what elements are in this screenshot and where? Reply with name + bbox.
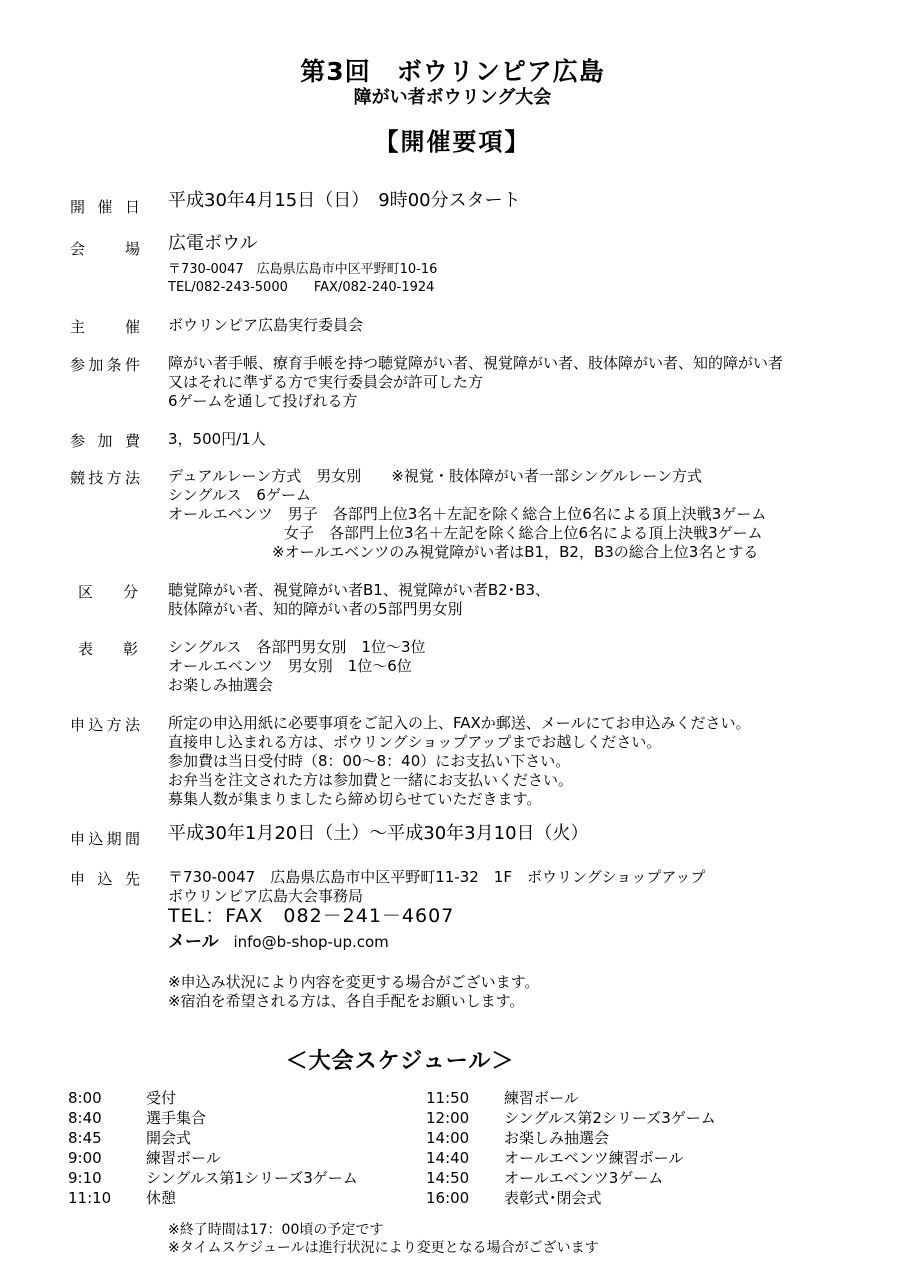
page-subtitle: 障がい者ボウリング大会 — [353, 87, 552, 108]
apply-period-label: 申込期間 — [70, 830, 140, 848]
schedule-row: 8:45 開会式 — [68, 1129, 192, 1147]
schedule-row: 8:40 選手集合 — [68, 1109, 207, 1127]
apply-to-tel: TEL：FAX 082－241－4607 — [168, 905, 455, 927]
date-value: 平成30年4月15日（日） 9時00分スタート — [168, 190, 521, 211]
apply-to-address: 〒730-0047 広島県広島市中区平野町11-32 1F ボウリングショップアップ — [168, 868, 706, 886]
conditions-line: 又はそれに準ずる方で実行委員会が許可した方 — [168, 373, 484, 391]
schedule-row: 16:00 表彰式･閉会式 — [426, 1189, 602, 1207]
venue-label: 会場 — [70, 240, 140, 258]
method-label: 競技方法 — [70, 469, 140, 487]
apply-to-mail-row — [168, 933, 389, 951]
schedule-note: ※終了時間は17：00頃の予定です — [168, 1222, 384, 1238]
division-line: 聴覚障がい者、視覚障がい者B1、視覚障がい者B2･B3、 — [168, 581, 551, 599]
schedule-row: 14:00 お楽しみ抽選会 — [426, 1129, 610, 1147]
awards-line: シングルス 各部門男女別 1位～3位 — [168, 638, 426, 656]
conditions-line: 障がい者手帳、療育手帳を持つ聴覚障がい者、視覚障がい者、肢体障がい者、知的障がい者 — [168, 354, 784, 372]
venue-address: 〒730-0047 広島県広島市中区平野町10-16 — [168, 262, 438, 277]
note: ※申込み状況により内容を変更する場合がございます。 — [168, 973, 540, 991]
awards-line: オールエベンツ 男女別 1位～6位 — [168, 657, 412, 675]
schedule-row: 14:40 オールエベンツ練習ボール — [426, 1149, 684, 1167]
schedule-row: 11:10 休憩 — [68, 1189, 177, 1207]
organizer-value: ボウリンピア広島実行委員会 — [168, 316, 364, 334]
method-line: デュアルレーン方式 男女別 ※視覚・肢体障がい者一部シングルレーン方式 — [168, 467, 703, 485]
awards-line: お楽しみ抽選会 — [168, 676, 274, 694]
fee-value: 3，500円/1人 — [168, 430, 266, 448]
page-title: 第3回 ボウリンピア広島 — [300, 57, 605, 86]
apply-method-label: 申込方法 — [70, 716, 140, 734]
note: ※宿泊を希望される方は、各自手配をお願いします。 — [168, 992, 525, 1010]
fee-label: 参加費 — [70, 432, 140, 450]
venue-name: 広電ボウル — [168, 233, 258, 254]
apply-period-value: 平成30年1月20日（土）～平成30年3月10日（火） — [168, 823, 589, 844]
apply-method-line: お弁当を注文された方は参加費と一緒にお支払いください。 — [168, 771, 574, 789]
awards-label: 表彰 — [78, 640, 138, 658]
method-line: ※オールエベンツのみ視覚障がい者はB1，B2，B3の総合上位3名とする — [272, 543, 759, 561]
apply-to-office: ボウリンピア広島大会事務局 — [168, 887, 364, 905]
division-label: 区分 — [78, 583, 138, 601]
method-line: 女子 各部門上位3名＋左記を除く総合上位6名による頂上決戦3ゲーム — [284, 524, 763, 542]
division-line: 肢体障がい者、知的障がい者の5部門男女別 — [168, 600, 463, 618]
schedule-row: 14:50 オールエベンツ3ゲーム — [426, 1169, 664, 1187]
date-label: 開催日 — [70, 198, 140, 216]
conditions-label: 参加条件 — [70, 356, 140, 374]
mail-label: メール — [168, 932, 219, 952]
apply-method-line: 所定の申込用紙に必要事項をご記入の上、FAXか郵送、メールにてお申込みください。 — [168, 714, 751, 732]
method-line: オールエベンツ 男子 各部門上位3名＋左記を除く総合上位6名による頂上決戦3ゲーム — [168, 505, 767, 523]
schedule-row: 8:00 受付 — [68, 1089, 177, 1107]
schedule-title: ＜大会スケジュール＞ — [285, 1049, 515, 1074]
schedule-row: 11:50 練習ボール — [426, 1089, 579, 1107]
apply-to-label: 申込先 — [70, 870, 140, 888]
apply-method-line: 参加費は当日受付時（8：00～8：40）にお支払い下さい。 — [168, 752, 571, 770]
conditions-line: 6ゲームを通して投げれる方 — [168, 392, 358, 410]
apply-method-line: 募集人数が集まりましたら締め切らせていただきます。 — [168, 790, 542, 808]
venue-contact: TEL/082-243-5000 FAX/082-240-1924 — [168, 280, 435, 295]
method-line: シングルス 6ゲーム — [168, 486, 311, 504]
schedule-row: 9:00 練習ボール — [68, 1149, 221, 1167]
schedule-note: ※タイムスケジュールは進行状況により変更となる場合がございます — [168, 1240, 599, 1256]
schedule-row: 9:10 シングルス第1シリーズ3ゲーム — [68, 1169, 358, 1187]
section-heading: 【開催要項】 — [374, 128, 531, 156]
organizer-label: 主催 — [70, 318, 140, 336]
mail-address: info@b-shop-up.com — [233, 933, 389, 951]
apply-method-line: 直接申し込まれる方は、ボウリングショップアップまでお越しください。 — [168, 733, 662, 751]
schedule-row: 12:00 シングルス第2シリーズ3ゲーム — [426, 1109, 716, 1127]
